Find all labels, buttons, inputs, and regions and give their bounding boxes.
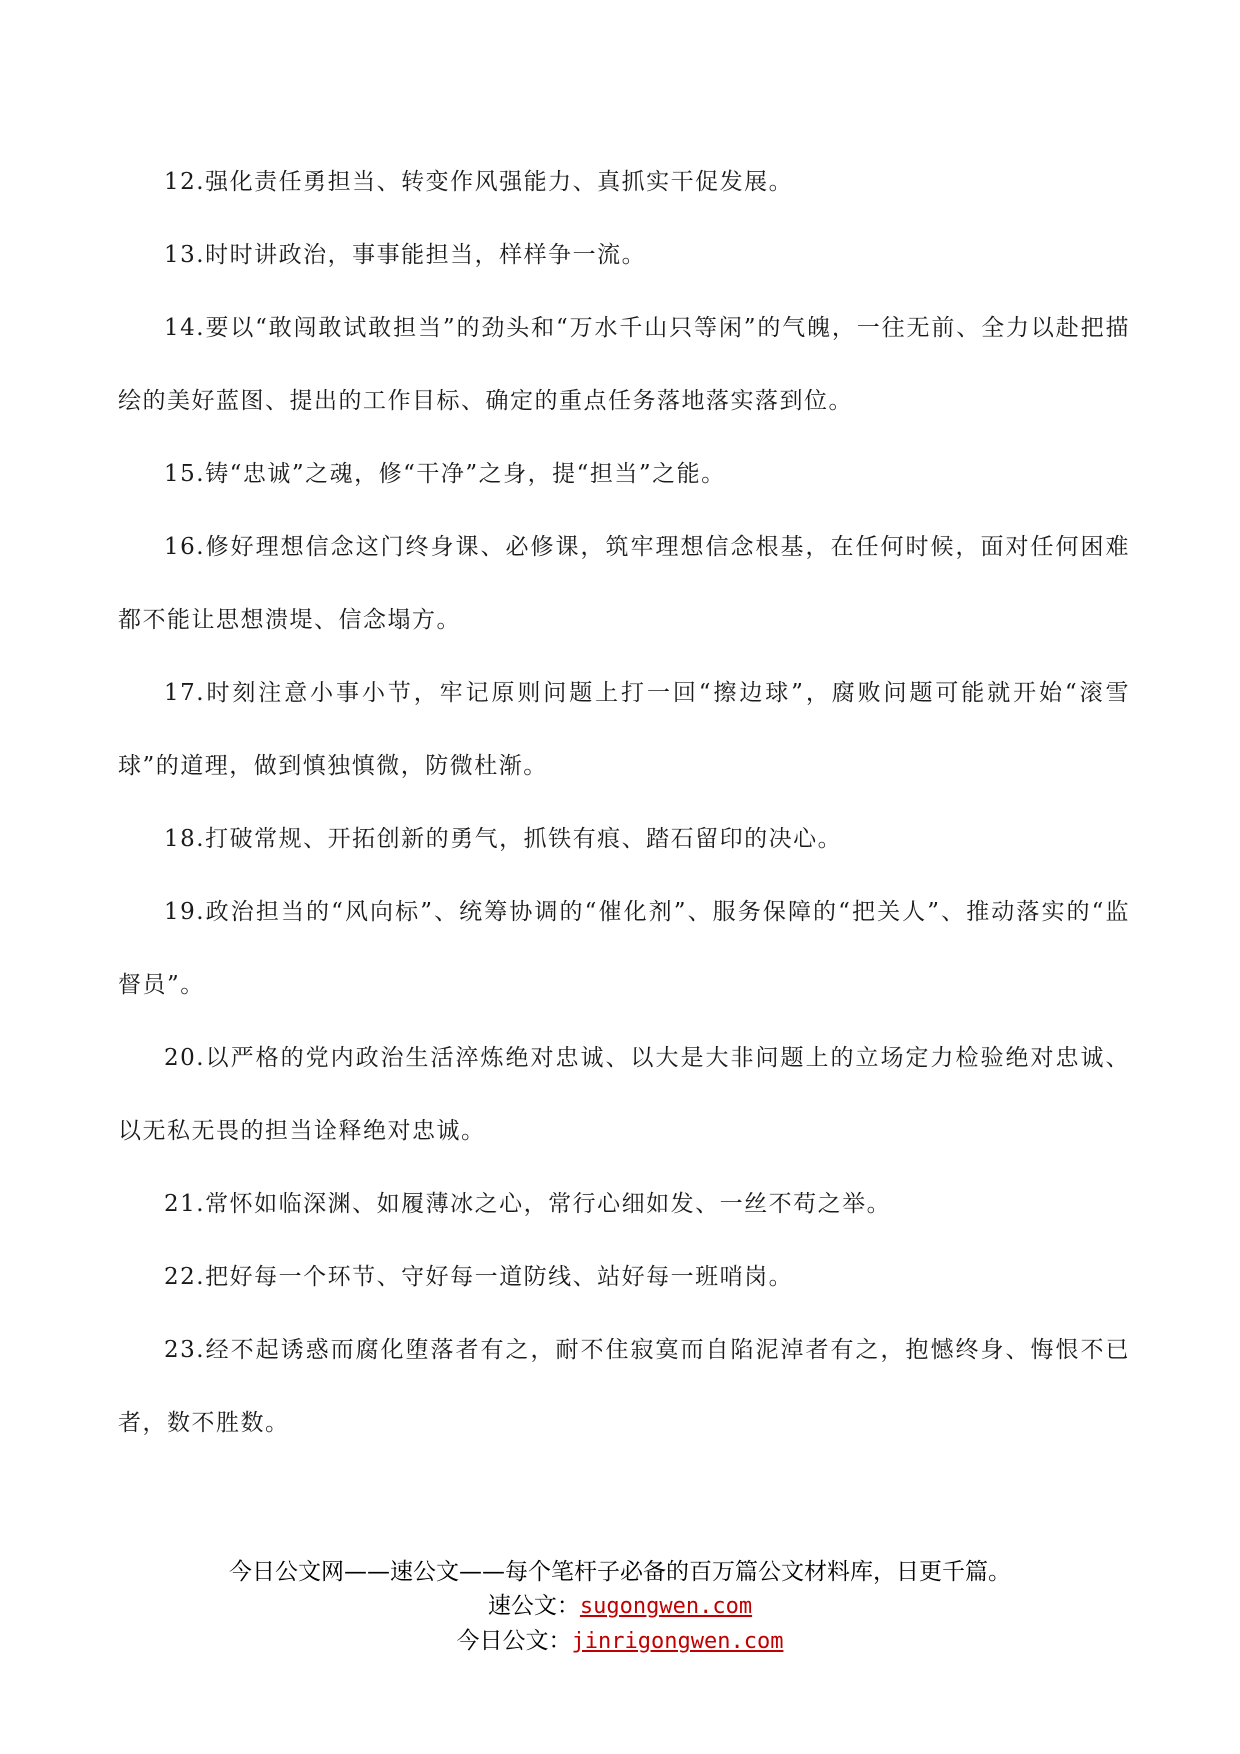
paragraph-17: 17.时刻注意小事小节，牢记原则问题上打一回“擦边球”，腐败问题可能就开始“滚雪球”的道理，做到慎独慎微，防微杜渐。 [118,680,1130,779]
paragraph-16: 16.修好理想信念这门终身课、必修课，筑牢理想信念根基，在任何时候，面对任何困难都不能让思想溃堤、信念塌方。 [118,534,1130,633]
footer-slogan: 今日公文网——速公文——每个笔杆子必备的百万篇公文材料库，日更千篇。 [229,1559,1011,1585]
paragraph-12: 12.强化责任勇担当、转变作风强能力、真抓实干促发展。 [164,169,794,195]
paragraph-19: 19.政治担当的“风向标”、统筹协调的“催化剂”、服务保障的“把关人”、推动落实的“监督员”。 [118,899,1130,998]
paragraph-22: 22.把好每一个环节、守好每一道防线、站好每一班哨岗。 [164,1264,794,1290]
paragraph-18: 18.打破常规、开拓创新的勇气，抓铁有痕、踏石留印的决心。 [164,826,843,852]
paragraph-20: 20.以严格的党内政治生活淬炼绝对忠诚、以大是大非问题上的立场定力检验绝对忠诚、以无私无畏的担当诠释绝对忠诚。 [118,1045,1130,1144]
footer-site2-label: 今日公文： [456,1628,572,1654]
paragraph-13: 13.时时讲政治，事事能担当，样样争一流。 [164,242,647,268]
paragraph-15: 15.铸“忠诚”之魂，修“干净”之身，提“担当”之能。 [164,461,726,487]
footer-site2-link[interactable]: jinrigongwen.com [571,1629,784,1654]
document-body [118,146,1130,1460]
footer-site1-link[interactable]: sugongwen.com [579,1594,753,1619]
footer-site1-label: 速公文： [487,1593,580,1619]
footer-site2 [0,1624,1240,1659]
footer-site1 [0,1589,1240,1624]
paragraph-23: 23.经不起诱惑而腐化堕落者有之，耐不住寂寞而自陷泥淖者有之，抱憾终身、悔恨不已者，数不胜数。 [118,1337,1130,1436]
paragraph-14: 14.要以“敢闯敢试敢担当”的劲头和“万水千山只等闲”的气魄，一往无前、全力以赴把描绘的美好蓝图、提出的工作目标、确定的重点任务落地落实落到位。 [118,315,1130,414]
page-footer [0,1555,1240,1659]
paragraph-21: 21.常怀如临深渊、如履薄冰之心，常行心细如发、一丝不苟之举。 [164,1191,892,1217]
